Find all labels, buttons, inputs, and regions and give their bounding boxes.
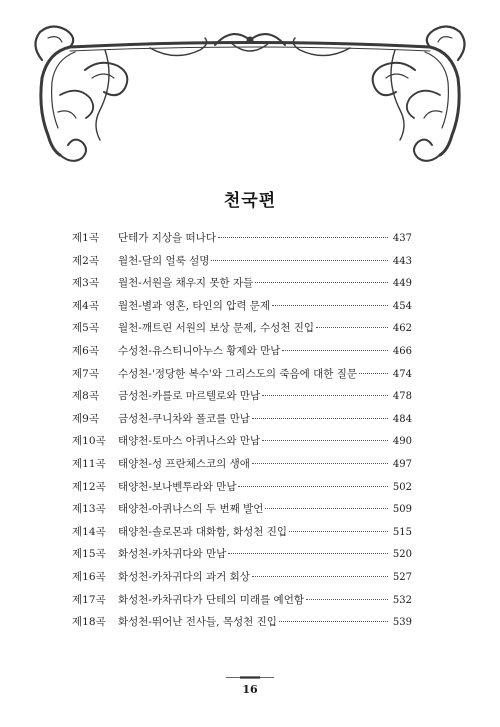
canto-title: 태양천-성 프란체스코의 생애	[118, 457, 250, 470]
toc-entry	[72, 275, 412, 298]
canto-page: 462	[392, 323, 412, 335]
toc-entry	[72, 546, 412, 569]
canto-page: 509	[392, 504, 412, 516]
canto-page: 515	[392, 526, 412, 538]
canto-title: 월천-깨트린 서원의 보상 문제, 수성천 진입	[118, 322, 315, 335]
canto-title: 수성천-'정당한 복수'와 그리스도의 죽음에 대한 질문	[118, 367, 358, 380]
toc-entry	[72, 479, 412, 502]
canto-title: 화성천-카차귀다가 단테의 미래를 예언함	[118, 593, 304, 606]
canto-page: 454	[392, 300, 412, 312]
canto-page: 484	[392, 413, 412, 425]
canto-number: 제6곡	[72, 344, 99, 357]
canto-title: 금성천-쿠니차와 폴코를 만남	[118, 412, 250, 425]
canto-page: 478	[392, 391, 412, 403]
canto-title: 월천-서원을 채우지 못한 자들	[118, 277, 254, 290]
toc-entry	[72, 320, 412, 343]
dot-leader	[289, 531, 388, 532]
dot-leader	[316, 327, 388, 328]
dot-leader	[265, 508, 388, 509]
canto-page: 466	[392, 345, 412, 357]
canto-number: 제2곡	[72, 254, 99, 267]
toc-entry	[72, 456, 412, 479]
table-of-contents	[72, 230, 412, 637]
canto-number: 제15곡	[72, 548, 106, 561]
canto-title: 수성천-유스티니아누스 황제와 만남	[118, 344, 281, 357]
canto-title: 금성천-카를로 마르텔로와 만남	[118, 390, 261, 403]
canto-page: 449	[392, 278, 412, 290]
canto-page: 527	[392, 571, 412, 583]
toc-entry	[72, 298, 412, 321]
canto-number: 제7곡	[72, 367, 99, 380]
toc-entry	[72, 230, 412, 253]
canto-page: 520	[392, 549, 412, 561]
canto-title: 태양천-솔로몬과 대화함, 화성천 진입	[118, 525, 288, 538]
toc-entry	[72, 524, 412, 547]
ornamental-header-frame	[0, 0, 500, 180]
dot-leader	[255, 282, 388, 283]
canto-page: 497	[392, 458, 412, 470]
toc-entry	[72, 366, 412, 389]
toc-entry	[72, 253, 412, 276]
dot-leader	[252, 418, 388, 419]
toc-entry	[72, 592, 412, 615]
footer-divider	[226, 676, 274, 679]
dot-leader	[262, 440, 388, 441]
canto-number: 제10곡	[72, 435, 106, 448]
dot-leader	[218, 237, 388, 238]
canto-title: 화성천-카차귀다와 만남	[118, 548, 227, 561]
canto-number: 제11곡	[72, 457, 106, 470]
canto-number: 제17곡	[72, 593, 106, 606]
dot-leader	[279, 621, 388, 622]
page-number: 16	[242, 683, 258, 696]
canto-page: 539	[392, 617, 412, 629]
canto-number: 제14곡	[72, 525, 106, 538]
canto-title: 화성천-카차귀다의 과거 회상	[118, 570, 250, 583]
dot-leader	[252, 576, 388, 577]
canto-title: 태양천-보나벤투라와 만남	[118, 480, 237, 493]
canto-page: 474	[392, 368, 412, 380]
dot-leader	[228, 553, 388, 554]
dot-leader	[262, 395, 388, 396]
dot-leader	[306, 599, 388, 600]
toc-entry	[72, 388, 412, 411]
canto-number: 제1곡	[72, 232, 99, 244]
canto-number: 제8곡	[72, 390, 99, 403]
dot-leader	[252, 463, 388, 464]
toc-entry	[72, 569, 412, 592]
canto-page: 532	[392, 594, 412, 606]
canto-title: 화성천-뛰어난 전사들, 목성천 진입	[118, 616, 277, 629]
toc-entry	[72, 411, 412, 434]
toc-entry	[72, 501, 412, 524]
canto-number: 제13곡	[72, 503, 106, 516]
dot-leader	[272, 305, 388, 306]
canto-page: 443	[392, 255, 412, 267]
canto-number: 제12곡	[72, 480, 106, 493]
dot-leader	[359, 373, 388, 374]
canto-title: 태양천-토마스 아퀴나스와 만남	[118, 435, 261, 448]
canto-page: 437	[392, 233, 412, 244]
canto-number: 제5곡	[72, 322, 99, 335]
canto-title: 단테가 지상을 떠나다	[118, 232, 216, 244]
canto-number: 제18곡	[72, 616, 106, 629]
dot-leader	[282, 350, 388, 351]
dot-leader	[238, 486, 388, 487]
canto-title: 월천-별과 영혼, 타인의 압력 문제	[118, 299, 271, 312]
toc-entry	[72, 614, 412, 637]
canto-page: 490	[392, 436, 412, 448]
dot-leader	[211, 260, 388, 261]
toc-entry	[72, 433, 412, 456]
canto-title: 태양천-아퀴나스의 두 번째 발언	[118, 503, 264, 516]
canto-number: 제16곡	[72, 570, 106, 583]
canto-title: 월천-달의 얼룩 설명	[118, 254, 210, 267]
section-title: 천국편	[223, 191, 277, 211]
canto-number: 제4곡	[72, 299, 99, 312]
canto-number: 제3곡	[72, 277, 99, 290]
canto-page: 502	[392, 481, 412, 493]
canto-number: 제9곡	[72, 412, 99, 425]
toc-entry	[72, 343, 412, 366]
